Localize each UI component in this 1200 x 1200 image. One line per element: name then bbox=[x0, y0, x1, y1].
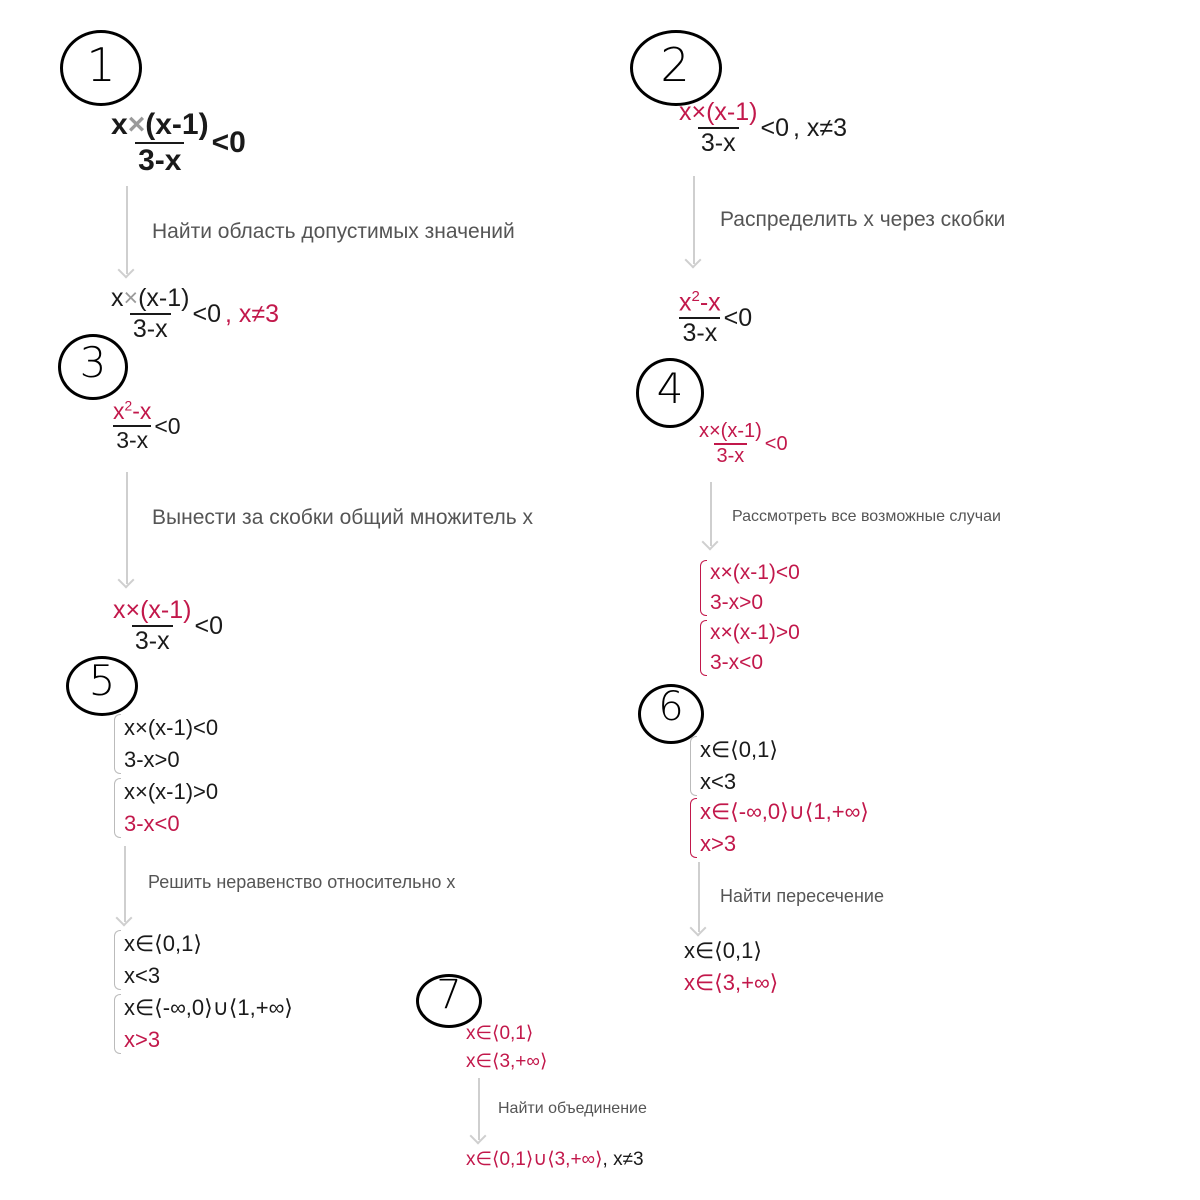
step-5-arrow bbox=[124, 846, 126, 922]
step-1-arrow bbox=[126, 186, 128, 274]
system-brace bbox=[114, 930, 121, 990]
step-5-result-2: x∈⟨-∞,0⟩∪⟨1,+∞⟩ x>3 bbox=[114, 992, 293, 1056]
step-7-badge: 7 bbox=[416, 974, 482, 1028]
step-5-result-1: x∈⟨0,1⟩ x<3 bbox=[114, 928, 202, 992]
step-7-line-2: x∈⟨3,+∞⟩ bbox=[466, 1051, 548, 1072]
step-4-hint: Рассмотреть все возможные случаи bbox=[732, 508, 1001, 525]
step-1-result: x×(x-1) 3-x <0 , x≠3 bbox=[111, 284, 280, 343]
step-4-badge: 4 bbox=[636, 358, 704, 428]
step-7-hint: Найти объединение bbox=[498, 1100, 647, 1117]
system-brace bbox=[114, 714, 121, 774]
step-5-system-1: x×(x-1)<0 3-x>0 bbox=[114, 712, 218, 776]
step-3-expression: $x^2-x$ 3-x <0 bbox=[113, 398, 181, 453]
step-2-result: $x^2-x$ 3-x <0 bbox=[679, 288, 753, 348]
step-1-hint: Найти область допустимых значений bbox=[152, 220, 515, 243]
step-2-badge: 2 bbox=[630, 30, 720, 106]
step-4-system-2: x×(x-1)>0 3-x<0 bbox=[700, 618, 800, 678]
system-brace bbox=[114, 778, 121, 838]
step-3-result: x×(x-1) 3-x <0 bbox=[113, 596, 224, 655]
system-brace bbox=[114, 994, 121, 1054]
step-1-expression: x×(x-1) 3-x <0 bbox=[111, 108, 246, 177]
system-brace bbox=[690, 798, 697, 858]
system-brace bbox=[690, 736, 697, 796]
system-brace bbox=[700, 620, 707, 676]
step-7-line-1: x∈⟨0,1⟩ bbox=[466, 1023, 534, 1044]
step-3-arrow bbox=[126, 472, 128, 584]
step-6-result-2: x∈⟨3,+∞⟩ bbox=[684, 970, 779, 995]
step-7-arrow bbox=[478, 1078, 480, 1140]
step-3-badge: 3 bbox=[58, 334, 128, 400]
step-2-hint: Распределить x через скобки bbox=[720, 208, 1006, 231]
step-5-badge: 5 bbox=[66, 656, 138, 716]
step-5-hint: Решить неравенство относительно x bbox=[148, 872, 456, 892]
step-6-hint: Найти пересечение bbox=[720, 886, 884, 906]
step-4-expression: x×(x-1) 3-x <0 bbox=[699, 420, 788, 467]
step-6-arrow bbox=[698, 862, 700, 932]
system-brace bbox=[700, 560, 707, 616]
step-1-badge: 1 bbox=[60, 30, 142, 106]
step-7-result: x∈⟨0,1⟩∪⟨3,+∞⟩, x≠3 bbox=[466, 1149, 644, 1170]
step-2-arrow bbox=[693, 176, 695, 264]
step-6-system-1: x∈⟨0,1⟩ x<3 bbox=[690, 734, 778, 798]
step-2-expression: x×(x-1) 3-x <0 , x≠3 bbox=[679, 98, 848, 157]
step-6-result-1: x∈⟨0,1⟩ bbox=[684, 938, 762, 963]
step-4-arrow bbox=[710, 482, 712, 546]
step-3-hint: Вынести за скобки общий множитель x bbox=[152, 506, 534, 529]
step-4-system-1: x×(x-1)<0 3-x>0 bbox=[700, 558, 800, 618]
step-6-badge: 6 bbox=[638, 684, 704, 744]
step-6-system-2: x∈⟨-∞,0⟩∪⟨1,+∞⟩ x>3 bbox=[690, 796, 869, 860]
step-5-system-2: x×(x-1)>0 3-x<0 bbox=[114, 776, 218, 840]
